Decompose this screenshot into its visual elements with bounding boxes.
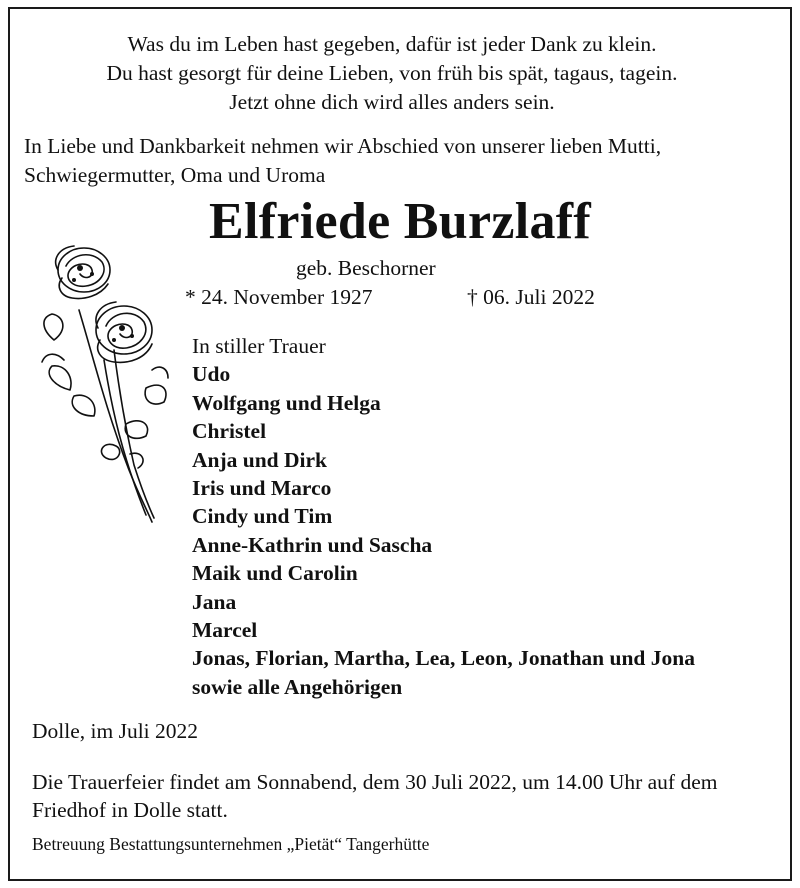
rose-bottom <box>96 302 152 362</box>
roses-icon <box>34 240 174 530</box>
mourner-name: Jonas, Florian, Martha, Lea, Leon, Jonathan und Jona <box>192 646 695 671</box>
mourner-name: Jana <box>192 589 237 614</box>
poem-line: Jetzt ohne dich wird alles anders sein. <box>229 90 555 114</box>
mourner-name: Wolfgang und Helga <box>192 390 381 415</box>
funeral-home-note: Betreuung Bestattungsunternehmen „Pietät“ Tangerhütte <box>32 834 430 854</box>
mourner-name: Christel <box>192 419 267 444</box>
death-date: † 06. Juli 2022 <box>467 285 595 309</box>
birth-date: * 24. November 1927 <box>185 285 373 309</box>
mourners-list <box>192 332 792 701</box>
poem <box>0 30 784 117</box>
intro-text: In Liebe und Dankbarkeit nehmen wir Abschied von unserer lieben Mutti, Schwiegermutter, Oma und Uroma <box>24 134 662 187</box>
mourner-name: Anne-Kathrin und Sascha <box>192 532 433 557</box>
mourner-name: Maik und Carolin <box>192 561 358 586</box>
poem-line: Du hast gesorgt für deine Lieben, von früh bis spät, tagaus, tagein. <box>106 61 678 85</box>
mourner-name: Udo <box>192 362 231 387</box>
mourners-heading: In stiller Trauer <box>192 334 326 358</box>
mourner-name: sowie alle Angehörigen <box>192 674 403 699</box>
birth-name: geb. Beschorner <box>296 256 436 280</box>
mourner-name: Marcel <box>192 618 258 643</box>
place-date: Dolle, im Juli 2022 <box>32 719 199 743</box>
ceremony-info: Die Trauerfeier findet am Sonnabend, dem 30 Juli 2022, um 14.00 Uhr auf dem Friedhof in Dolle statt. <box>32 770 718 822</box>
mourner-name: Anja und Dirk <box>192 447 328 472</box>
deceased-name: Elfriede Burzlaff <box>209 193 591 250</box>
mourner-name: Iris und Marco <box>192 476 332 501</box>
mourner-name: Cindy und Tim <box>192 504 333 529</box>
rose-top <box>56 246 110 298</box>
poem-line: Was du im Leben hast gegeben, dafür ist jeder Dank zu klein. <box>127 32 657 56</box>
